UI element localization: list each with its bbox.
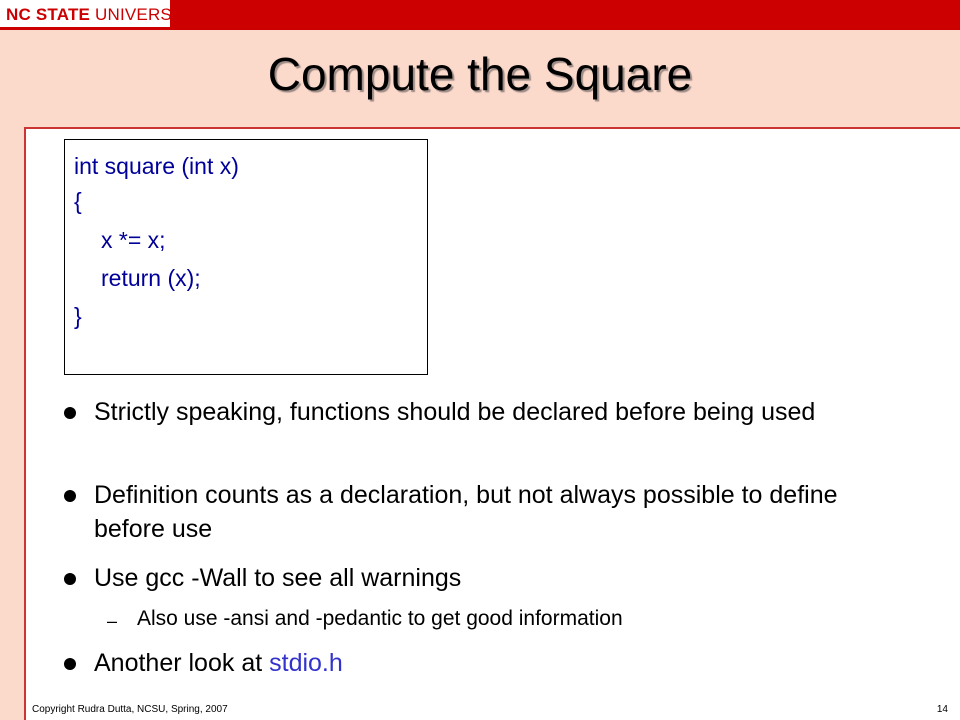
bullet-text: Definition counts as a declaration, but not always possible to define before use: [94, 481, 838, 543]
code-line: x *= x;: [101, 227, 166, 253]
bullet-icon: [64, 490, 76, 502]
slide-title: Compute the Square: [267, 48, 693, 100]
sub-bullet-dash: –: [107, 611, 118, 631]
bullet-text: Use gcc -Wall to see all warnings: [94, 564, 462, 592]
code-line: {: [74, 188, 82, 214]
bullet-text: [94, 646, 894, 680]
stdio-link[interactable]: stdio.h: [269, 649, 343, 677]
content-border-top: [24, 127, 960, 129]
logo-text: [6, 5, 199, 25]
ncsu-logo: [0, 0, 200, 30]
sub-bullet-text: Also use -ansi and -pedantic to get good information: [137, 607, 623, 630]
bullet-icon: [64, 658, 76, 670]
code-line: int square (int x): [74, 153, 239, 179]
code-line: }: [74, 303, 82, 329]
left-margin-band: [0, 127, 24, 720]
bullet-text-prefix: Another look at: [94, 649, 270, 677]
code-line: return (x);: [101, 265, 201, 291]
bullet-text: Strictly speaking, functions should be declared before being used: [94, 398, 816, 426]
bullet-icon: [64, 407, 76, 419]
page-number: 14: [936, 704, 948, 715]
footer-copyright: Copyright Rudra Dutta, NCSU, Spring, 2007: [32, 704, 228, 715]
content-border-left: [24, 127, 26, 720]
logo-text-regular: UNIVERSITY: [90, 5, 200, 24]
code-box: [64, 139, 428, 375]
logo-text-bold: NC STATE: [6, 5, 91, 24]
bullet-icon: [64, 573, 76, 585]
